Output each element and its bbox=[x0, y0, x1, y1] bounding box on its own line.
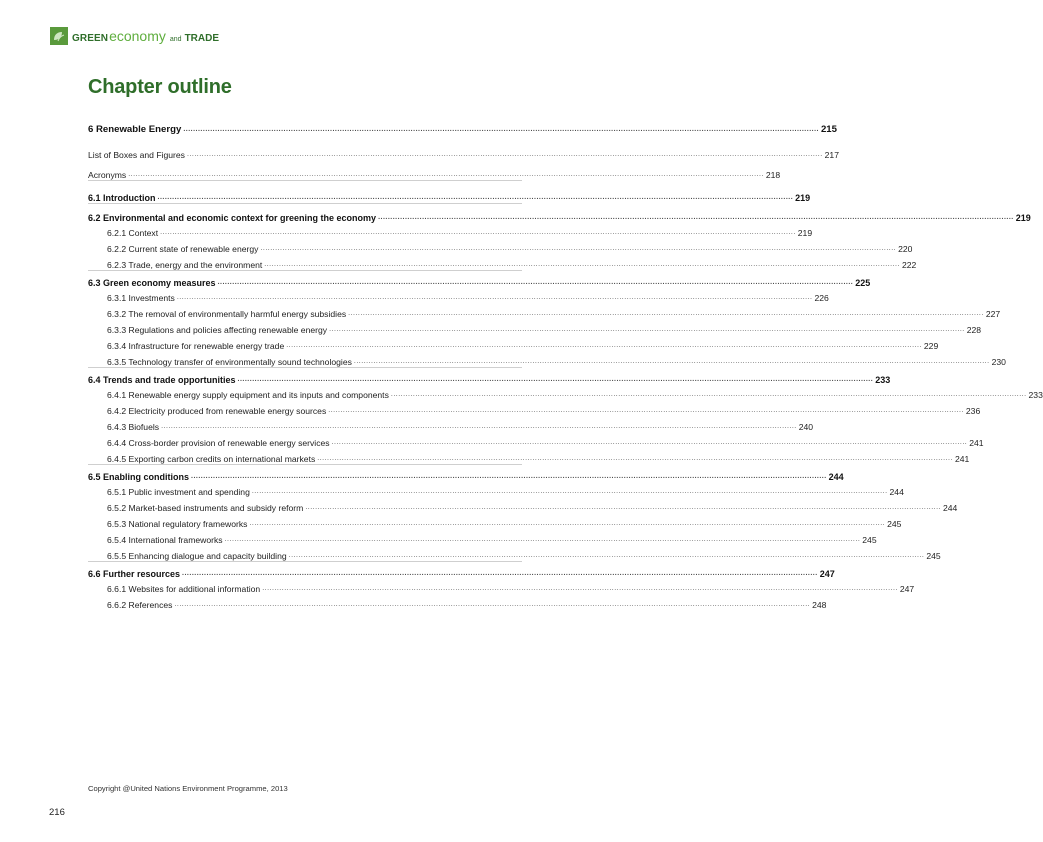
toc-section-entry[interactable] bbox=[88, 180, 811, 203]
toc-entry-label: 6.3.1 Investments bbox=[107, 293, 175, 303]
toc-subsection-entry[interactable] bbox=[88, 254, 917, 270]
toc-entry-label: 6.6.1 Websites for additional information bbox=[107, 584, 261, 594]
toc-entry-page: 215 bbox=[820, 124, 837, 135]
toc-subsection-entry[interactable] bbox=[88, 482, 904, 497]
toc-subsection-entry[interactable] bbox=[88, 594, 827, 610]
toc-subsection-entry[interactable] bbox=[88, 238, 913, 254]
dot-leader: .................................................................................................................................................................................................................................................................... bbox=[378, 214, 1014, 221]
brand-and: and bbox=[169, 36, 182, 43]
toc-entry-label: 6.4.3 Biofuels bbox=[107, 422, 160, 432]
toc-entry-page: 247 bbox=[899, 584, 915, 594]
header bbox=[50, 26, 219, 46]
toc-entry-page: 226 bbox=[814, 293, 829, 303]
toc-subsection-entry[interactable] bbox=[88, 385, 1043, 400]
toc-subsection-entry[interactable] bbox=[88, 351, 1006, 367]
toc-subsection-entry[interactable] bbox=[88, 448, 970, 464]
toc-entry-label: 6.6.2 References bbox=[107, 600, 173, 610]
dot-leader: .................................................................................................................................................................................................................................................................... bbox=[174, 601, 811, 608]
brand-wordmark bbox=[72, 28, 219, 44]
toc-entry-page: 229 bbox=[923, 341, 939, 351]
dot-leader: .................................................................................................................................................................................................................................................................... bbox=[288, 552, 925, 559]
dot-leader: .................................................................................................................................................................................................................................................................... bbox=[224, 536, 861, 543]
toc-entry-page: 244 bbox=[889, 487, 904, 497]
brand-green: GREEN bbox=[72, 33, 109, 44]
toc-entry-page: 241 bbox=[969, 438, 984, 448]
dot-leader: .................................................................................................................................................................................................................................................................... bbox=[161, 423, 797, 430]
toc-entry-label: 6.5.2 Market-based instruments and subsidy reform bbox=[107, 503, 304, 513]
toc-section-entry[interactable] bbox=[88, 464, 844, 482]
toc-entry-label: 6.3.3 Regulations and policies affecting renewable energy bbox=[107, 325, 328, 335]
toc-entry-label: 6.4 Trends and trade opportunities bbox=[88, 375, 236, 385]
toc-entry-label: 6.5.4 International frameworks bbox=[107, 535, 223, 545]
toc-entry-label: 6.5.3 National regulatory frameworks bbox=[107, 519, 248, 529]
toc-entry-label: List of Boxes and Figures bbox=[88, 150, 185, 160]
toc-entry-page: 245 bbox=[926, 551, 941, 561]
dot-leader: .................................................................................................................................................................................................................................................................... bbox=[183, 126, 819, 133]
toc-entry-page: 245 bbox=[862, 535, 877, 545]
dot-leader: .................................................................................................................................................................................................................................................................... bbox=[262, 585, 898, 592]
dot-leader: .................................................................................................................................................................................................................................................................... bbox=[260, 245, 897, 252]
toc-subsection-entry[interactable] bbox=[88, 335, 939, 351]
toc-entry-page: 225 bbox=[855, 278, 871, 288]
toc-entry-page: 227 bbox=[985, 309, 1001, 319]
toc-entry-page: 217 bbox=[824, 150, 839, 160]
toc-entry-page: 240 bbox=[798, 422, 814, 432]
dot-leader: .................................................................................................................................................................................................................................................................... bbox=[186, 151, 823, 158]
table-of-contents bbox=[88, 124, 1043, 610]
toc-front-entry[interactable] bbox=[88, 135, 839, 160]
dot-leader: .................................................................................................................................................................................................................................................................... bbox=[128, 171, 764, 178]
toc-entry-page: 233 bbox=[875, 375, 891, 385]
toc-entry-page: 218 bbox=[765, 170, 781, 180]
toc-entry-label: 6.2.1 Context bbox=[107, 228, 159, 238]
dot-leader: .................................................................................................................................................................................................................................................................... bbox=[249, 520, 886, 527]
toc-chapter-entry[interactable] bbox=[88, 124, 837, 135]
dot-leader: .................................................................................................................................................................................................................................................................... bbox=[217, 279, 854, 286]
dot-leader: .................................................................................................................................................................................................................................................................... bbox=[191, 473, 827, 480]
toc-entry-label: 6.4.4 Cross-border provision of renewable energy services bbox=[107, 438, 330, 448]
toc-subsection-entry[interactable] bbox=[88, 579, 915, 594]
page-number: 216 bbox=[49, 807, 65, 818]
toc-subsection-entry[interactable] bbox=[88, 545, 941, 561]
toc-subsection-entry[interactable] bbox=[88, 497, 958, 513]
dot-leader: .................................................................................................................................................................................................................................................................... bbox=[286, 342, 922, 349]
toc-entry-label: 6.4.5 Exporting carbon credits on international markets bbox=[107, 454, 316, 464]
toc-subsection-entry[interactable] bbox=[88, 513, 902, 529]
dot-leader: .................................................................................................................................................................................................................................................................... bbox=[348, 310, 984, 317]
toc-entry-label: 6 Renewable Energy bbox=[88, 124, 182, 135]
dot-leader: .................................................................................................................................................................................................................................................................... bbox=[176, 294, 813, 301]
brand-trade: TRADE bbox=[184, 33, 220, 44]
brand-economy: economy bbox=[109, 28, 166, 44]
dot-leader: .................................................................................................................................................................................................................................................................... bbox=[390, 391, 1027, 398]
toc-entry-label: Acronyms bbox=[88, 170, 127, 180]
toc-entry-label: 6.5 Enabling conditions bbox=[88, 472, 190, 482]
toc-entry-label: 6.2 Environmental and economic context for greening the economy bbox=[88, 213, 377, 223]
dot-leader: .................................................................................................................................................................................................................................................................... bbox=[331, 439, 968, 446]
dot-leader: .................................................................................................................................................................................................................................................................... bbox=[251, 488, 888, 495]
toc-subsection-entry[interactable] bbox=[88, 319, 982, 335]
toc-front-entry[interactable] bbox=[88, 160, 781, 180]
dot-leader: .................................................................................................................................................................................................................................................................... bbox=[157, 194, 794, 201]
toc-subsection-entry[interactable] bbox=[88, 432, 984, 448]
copyright-notice: Copyright @United Nations Environment Programme, 2013 bbox=[88, 784, 288, 793]
toc-entry-page: 219 bbox=[1015, 213, 1031, 223]
toc-entry-label: 6.3.2 The removal of environmentally harmful energy subsidies bbox=[107, 309, 347, 319]
toc-entry-page: 219 bbox=[795, 193, 811, 203]
dot-leader: .................................................................................................................................................................................................................................................................... bbox=[353, 358, 990, 365]
toc-entry-label: 6.5.5 Enhancing dialogue and capacity building bbox=[107, 551, 287, 561]
toc-section-entry[interactable] bbox=[88, 270, 871, 288]
page-title: Chapter outline bbox=[88, 76, 232, 98]
toc-entry-page: 244 bbox=[828, 472, 844, 482]
dot-leader: .................................................................................................................................................................................................................................................................... bbox=[264, 261, 900, 268]
toc-subsection-entry[interactable] bbox=[88, 303, 1001, 319]
toc-section-entry[interactable] bbox=[88, 367, 891, 385]
toc-entry-label: 6.3.5 Technology transfer of environmentally sound technologies bbox=[107, 357, 352, 367]
dot-leader: .................................................................................................................................................................................................................................................................... bbox=[237, 376, 874, 383]
toc-entry-label: 6.6 Further resources bbox=[88, 569, 181, 579]
toc-entry-page: 233 bbox=[1028, 390, 1043, 400]
toc-section-entry[interactable] bbox=[88, 203, 1031, 223]
toc-entry-page: 245 bbox=[887, 519, 902, 529]
toc-entry-label: 6.4.1 Renewable energy supply equipment and its inputs and components bbox=[107, 390, 389, 400]
leaves-logo-icon bbox=[50, 27, 68, 45]
dot-leader: .................................................................................................................................................................................................................................................................... bbox=[160, 229, 796, 236]
toc-subsection-entry[interactable] bbox=[88, 400, 981, 416]
dot-leader: .................................................................................................................................................................................................................................................................... bbox=[328, 407, 964, 414]
toc-entry-page: 228 bbox=[966, 325, 982, 335]
toc-subsection-entry[interactable] bbox=[88, 416, 814, 432]
toc-entry-page: 241 bbox=[954, 454, 970, 464]
toc-entry-label: 6.5.1 Public investment and spending bbox=[107, 487, 250, 497]
toc-entry-label: 6.4.2 Electricity produced from renewable energy sources bbox=[107, 406, 327, 416]
dot-leader: .................................................................................................................................................................................................................................................................... bbox=[182, 570, 818, 577]
toc-entry-label: 6.2.2 Current state of renewable energy bbox=[107, 244, 259, 254]
toc-subsection-entry[interactable] bbox=[88, 288, 829, 303]
toc-entry-label: 6.1 Introduction bbox=[88, 193, 156, 203]
toc-entry-page: 230 bbox=[991, 357, 1006, 367]
toc-entry-page: 247 bbox=[819, 569, 835, 579]
dot-leader: .................................................................................................................................................................................................................................................................... bbox=[305, 504, 941, 511]
toc-subsection-entry[interactable] bbox=[88, 529, 877, 545]
toc-entry-page: 236 bbox=[965, 406, 981, 416]
toc-entry-page: 248 bbox=[812, 600, 827, 610]
toc-subsection-entry[interactable] bbox=[88, 223, 813, 238]
toc-entry-page: 220 bbox=[898, 244, 913, 254]
toc-entry-label: 6.3.4 Infrastructure for renewable energy trade bbox=[107, 341, 285, 351]
toc-entry-label: 6.3 Green economy measures bbox=[88, 278, 216, 288]
toc-entry-page: 219 bbox=[797, 228, 813, 238]
dot-leader: .................................................................................................................................................................................................................................................................... bbox=[329, 326, 965, 333]
toc-entry-page: 244 bbox=[942, 503, 958, 513]
dot-leader: .................................................................................................................................................................................................................................................................... bbox=[317, 455, 953, 462]
toc-entry-page: 222 bbox=[901, 260, 917, 270]
toc-section-entry[interactable] bbox=[88, 561, 835, 579]
toc-entry-label: 6.2.3 Trade, energy and the environment bbox=[107, 260, 263, 270]
